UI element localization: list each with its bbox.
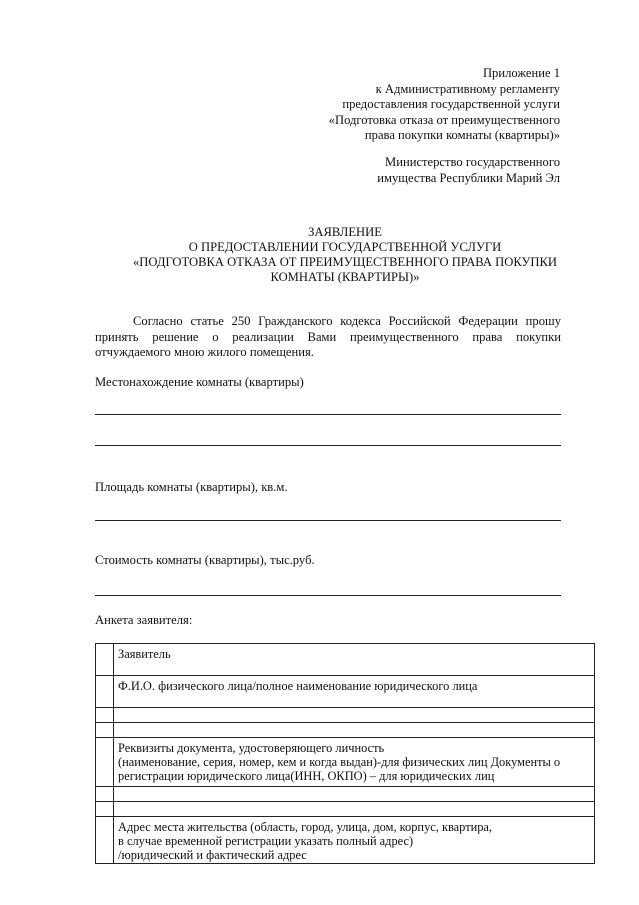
location-line-2[interactable] <box>95 445 561 446</box>
table-cell <box>114 738 595 787</box>
appendix-block <box>220 66 560 144</box>
appendix-line: Приложение 1 <box>482 66 560 80</box>
table-cell <box>114 817 595 864</box>
document-line: (наименование, серия, номер, кем и когда выдан)-для физических лиц Документы о <box>118 755 561 769</box>
recipient-block <box>220 155 560 186</box>
request-paragraph: Согласно статье 250 Гражданского кодекса Российской Федерации прошу принять решение о реализации Вами преимущественного права покупки отчуждаемого мною жилого помещения. <box>95 314 561 359</box>
row-number-cell <box>96 676 114 708</box>
fio-input-cell[interactable] <box>114 708 595 723</box>
table-row <box>96 738 595 787</box>
document-input-cell[interactable] <box>114 802 595 817</box>
recipient-line: имущества Республики Марий Эл <box>377 170 560 185</box>
fio-input-cell[interactable] <box>114 723 595 738</box>
row-number-cell <box>96 802 114 817</box>
document-title <box>95 225 595 285</box>
table-row <box>96 676 595 708</box>
row-number-cell <box>96 723 114 738</box>
title-line: КОМНАТЫ (КВАРТИРЫ)» <box>270 270 420 284</box>
address-line: Адрес места жительства (область, город, улица, дом, корпус, квартира, <box>118 820 493 834</box>
row-number-cell <box>96 644 114 676</box>
row-number-cell <box>96 787 114 802</box>
row-number-cell <box>96 708 114 723</box>
table-row <box>96 644 595 676</box>
applicant-heading: Заявитель <box>118 647 171 661</box>
row-number-cell <box>96 738 114 787</box>
address-line: /юридический и фактический адрес <box>118 848 307 862</box>
table-row <box>96 723 595 738</box>
appendix-line: «Подготовка отказа от преимущественного <box>328 112 560 127</box>
table-cell <box>114 644 595 676</box>
cost-line[interactable] <box>95 595 561 596</box>
address-label <box>118 817 594 862</box>
appendix-line: предоставления государственной услуги <box>342 97 560 111</box>
title-line: ЗАЯВЛЕНИЕ <box>308 225 382 239</box>
questionnaire-label: Анкета заявителя: <box>95 613 193 627</box>
area-line[interactable] <box>95 520 561 521</box>
address-line: в случае временной регистрации указать полный адрес) <box>118 834 414 848</box>
table-row <box>96 787 595 802</box>
cost-label: Стоимость комнаты (квартиры), тыс.руб. <box>95 553 315 567</box>
appendix-line: к Административному регламенту <box>375 81 560 96</box>
table-row <box>96 802 595 817</box>
table-cell <box>114 676 595 708</box>
location-label: Местонахождение комнаты (квартиры) <box>95 375 304 389</box>
appendix-line: права покупки комнаты (квартиры)» <box>364 128 560 142</box>
location-line-1[interactable] <box>95 414 561 415</box>
row-number-cell <box>96 817 114 864</box>
document-label <box>118 738 594 783</box>
table-row <box>96 708 595 723</box>
title-line: «ПОДГОТОВКА ОТКАЗА ОТ ПРЕИМУЩЕСТВЕННОГО ПРАВА ПОКУПКИ <box>133 255 557 269</box>
recipient-line: Министерство государственного <box>385 155 560 169</box>
applicant-table <box>95 643 595 864</box>
area-label: Площадь комнаты (квартиры), кв.м. <box>95 480 288 494</box>
document-input-cell[interactable] <box>114 787 595 802</box>
document-line: регистрации юридического лица(ИНН, ОКПО) – для юридических лиц <box>118 769 495 783</box>
title-line: О ПРЕДОСТАВЛЕНИИ ГОСУДАРСТВЕННОЙ УСЛУГИ <box>188 240 502 254</box>
document-line: Реквизиты документа, удостоверяющего личность <box>118 741 385 755</box>
table-row <box>96 817 595 864</box>
fio-label: Ф.И.О. физического лица/полное наименование юридического лица <box>118 679 478 693</box>
